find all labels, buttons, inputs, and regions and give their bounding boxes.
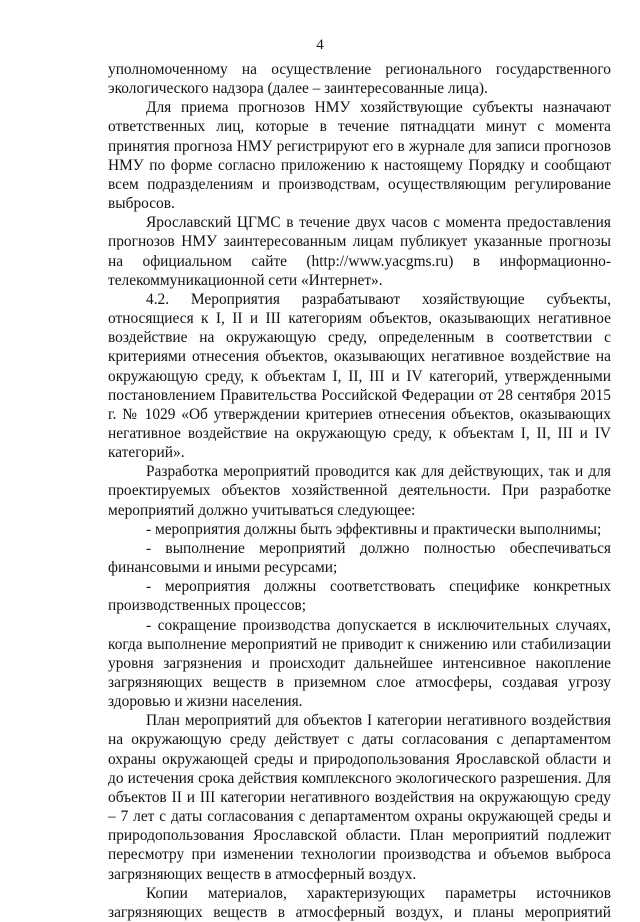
list-item-production-reduction: - сокращение производства допускается в исключительных случаях, когда выполнение мероприятий не приводит к снижению или стабилизации уровня загрязнения и происходит дальнейшее интенсивное накопление загрязняющих веществ в приземном слое атмосферы, создавая угрозу здоровью и жизни населения. <box>108 616 611 711</box>
document-body <box>108 60 611 922</box>
paragraph-copies: Копии материалов, характеризующих параметры источников загрязняющих веществ в атмосферный воздух, и планы мероприятий <box>108 884 611 921</box>
paragraph-nmu-reception: Для приема прогнозов НМУ хозяйствующие субъекты назначают ответственных лиц, которые в течение пятнадцати минут с момента принятия прогноза НМУ регистрируют его в журнале для записи прогнозов НМУ по форме согласно приложению к настоящему Порядку и сообщают всем подразделениям и производствам, осуществляющим регулирование выбросов. <box>108 99 611 213</box>
list-item-specificity: - мероприятия должны соответствовать специфике конкретных производственных процессов; <box>108 578 611 615</box>
page-number: 4 <box>316 37 324 53</box>
list-item-resources: - выполнение мероприятий должно полностью обеспечиваться финансовыми и иными ресурсами; <box>108 539 611 577</box>
paragraph-cgms-publication: Ярославский ЦГМС в течение двух часов с момента предоставления прогнозов НМУ заинтересованным лицам публикует указанные прогнозы на официальном сайте (http://www.yacgms.ru) в информационно-телекоммуникационной сети «Интернет». <box>108 214 611 289</box>
paragraph-section-4-2: 4.2. Мероприятия разрабатывают хозяйствующие субъекты, относящиеся к I, II и III категориям объектов, оказывающих негативное воздействие на окружающую среду, определенным в соответствии с критериями отнесения объектов, оказывающих негативное воздействие на окружающую среду, к объектам I, II, III и IV категорий, утвержденными постановлением Правительства Российской Федерации от 28 сентября 2015 г. № 1029 «Об утверждении критериев отнесения объектов, оказывающих негативное воздействие на окружающую среду, к объектам I, II, III и IV категорий». <box>108 290 611 462</box>
paragraph-development-requirements: Разработка мероприятий проводится как для действующих, так и для проектируемых объектов хозяйственной деятельности. При разработке мероприятий должно учитываться следующее: <box>108 463 611 519</box>
list-item-effectiveness: - мероприятия должны быть эффективны и практически выполнимы; <box>146 520 602 538</box>
paragraph-plan-validity: План мероприятий для объектов I категории негативного воздействия на окружающую среду действует с даты согласования с департаментом охраны окружающей среды и природопользования Ярославской области и до истечения срока действия комплексного экологического разрешения. Для объектов II и III категории негативного воздействия на окружающую среду – 7 лет с даты согласования с департаментом охраны окружающей среды и природопользования Ярославской области. План мероприятий подлежит пересмотру при изменении технологии производства и объемов выброса загрязняющих веществ в атмосферный воздух. <box>108 712 611 883</box>
paragraph-continuation: уполномоченному на осуществление регионального государственного экологического надзора (далее – заинтересованные лица). <box>108 61 611 98</box>
